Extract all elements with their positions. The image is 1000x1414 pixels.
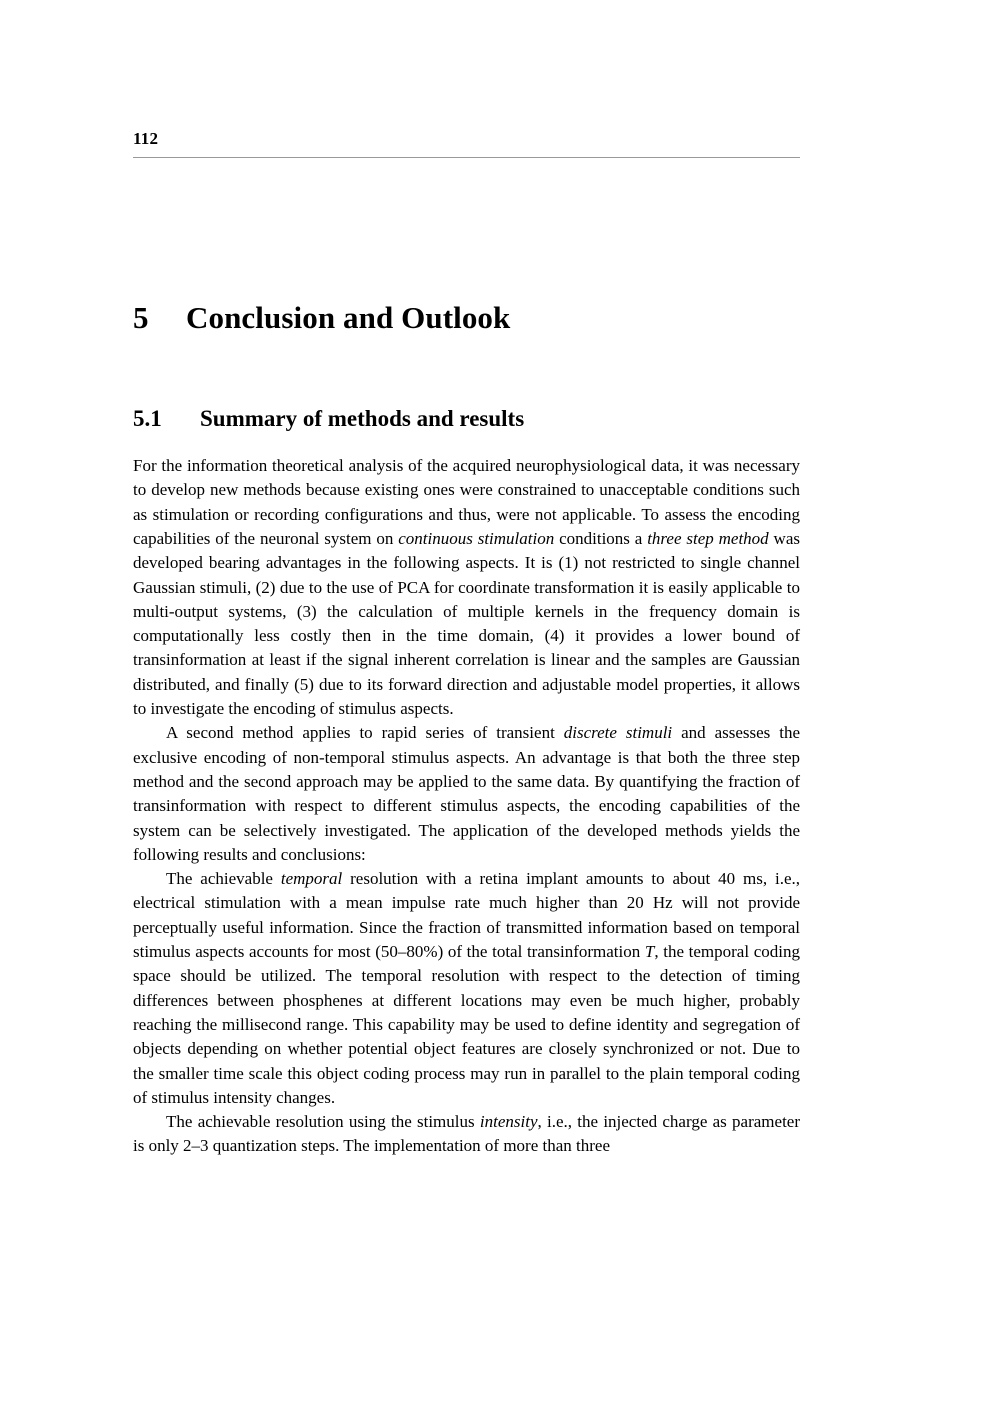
page-content [133, 0, 800, 1159]
text-segment: , i.e., the injected charge as parameter is only 2–3 quantization steps. The implementation of more than three [133, 1112, 800, 1156]
text-segment: and assesses the exclusive encoding of non-temporal stimulus aspects. An advantage is that both the three step method and the second approach may be applied to the same data. By quantifying the fraction of transinformation with respect to different stimulus aspects, the encoding capabilities of the system can be selectively investigated. The application of the developed methods yields the following results and conclusions: [133, 723, 801, 864]
chapter-number: 5 [133, 300, 149, 335]
italic-text-segment: continuous stimulation [398, 528, 555, 548]
section-number: 5.1 [133, 405, 162, 431]
chapter-heading [133, 300, 800, 336]
italic-text-segment: T [644, 942, 655, 962]
text-segment: conditions a [554, 528, 648, 548]
italic-text-segment: intensity [479, 1112, 538, 1132]
text-segment: The achievable resolution using the stimulus [166, 1112, 480, 1132]
paragraph [133, 721, 800, 867]
italic-text-segment: temporal [280, 869, 343, 889]
text-segment: The achievable [166, 869, 281, 889]
italic-text-segment: three step method [647, 528, 769, 548]
paragraph [133, 454, 800, 721]
text-segment: A second method applies to rapid series of transient [166, 723, 564, 743]
chapter-title: Conclusion and Outlook [186, 300, 511, 335]
text-segment: , the temporal coding space should be utilized. The temporal resolution with respect to the detection of timing differences between phosphenes at different locations may even be much higher, probably reaching the millisecond range. This capability may be used to define identity and segregation of objects depending on whether potential object features are closely synchronized or not. Due to the smaller time scale this object coding process may run in parallel to the plain temporal coding of stimulus intensity changes. [133, 942, 800, 1107]
paragraph [133, 1110, 800, 1159]
page-number: 112 [133, 129, 159, 148]
section-title: Summary of methods and results [200, 405, 525, 431]
paragraph [133, 867, 800, 1110]
body-text [133, 454, 800, 1159]
italic-text-segment: discrete stimuli [563, 723, 673, 743]
text-segment: For the information theoretical analysis of the acquired neurophysiological data, it was necessary to develop new methods because existing ones were constrained to unacceptable conditions such as stimulation or recording configurations and thus, were not applicable. To assess the encoding capabilities of the neuronal system on [133, 456, 800, 548]
text-segment: resolution with a retina implant amounts to about 40 ms, i.e., electrical stimulation with a mean impulse rate much higher than 20 Hz will not provide perceptually useful information. Since the fraction of transmitted information based on temporal stimulus aspects accounts for most (50–80%) of the total transinformation [133, 869, 800, 962]
text-segment: was developed bearing advantages in the following aspects. It is (1) not restricted to single channel Gaussian stimuli, (2) due to the use of PCA for coordinate transformation it is easily applicable to multi-output systems, (3) the calculation of multiple kernels in the frequency domain is computationally less costly then in the time domain, (4) it provides a lower bound of transinformation at least if the signal inherent correlation is linear and the samples are Gaussian distributed, and finally (5) due to its forward direction and adjustable model properties, it allows to investigate the encoding of stimulus aspects. [133, 528, 800, 719]
section-heading [133, 406, 800, 432]
